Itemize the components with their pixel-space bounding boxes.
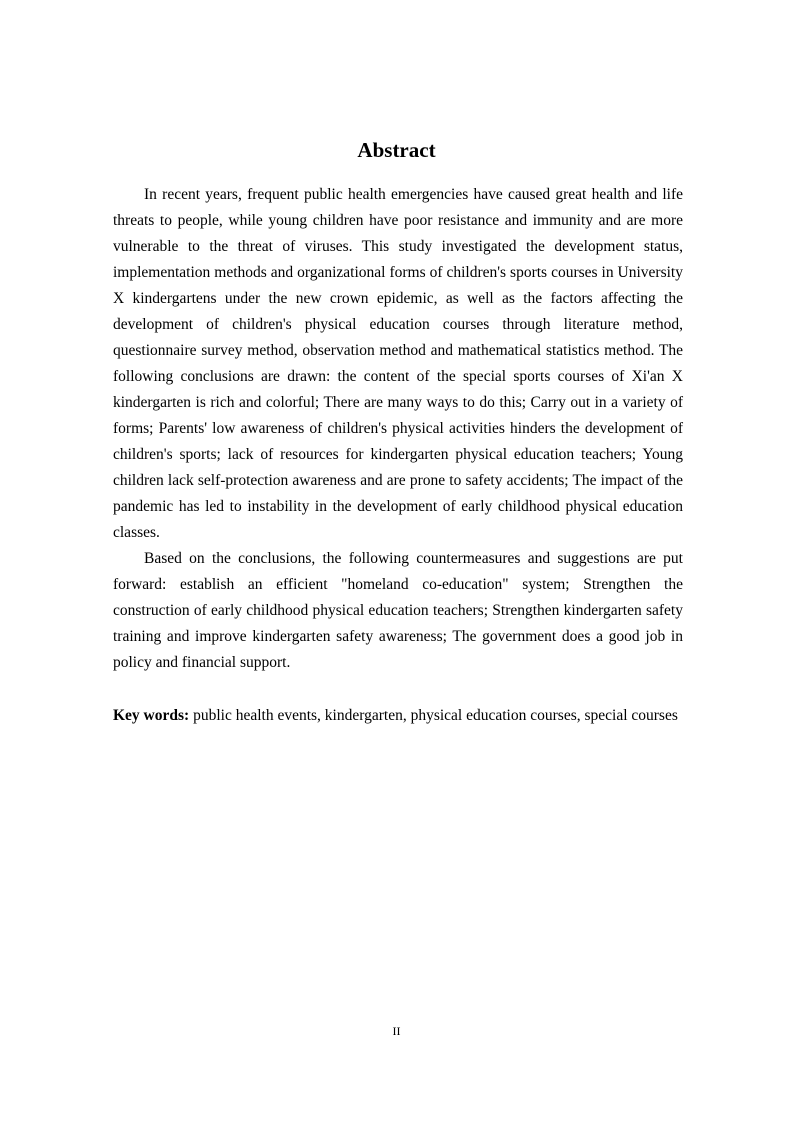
abstract-paragraph-2: Based on the conclusions, the following countermeasures and suggestions are put forward: establish an efficient "homeland co-education" system; Strengthen the construction of early childhood physical education teachers; Strengthen kindergarten safety training and improve kindergarten safety awareness; The government does a good job in policy and financial support. [113,550,683,671]
keywords-label: Key words: [113,707,190,724]
keywords-line [113,703,683,729]
keywords-text: public health events, kindergarten, physical education courses, special courses [193,707,678,724]
page-number: II [392,1024,401,1038]
abstract-title: Abstract [357,138,436,162]
abstract-paragraph-1: In recent years, frequent public health emergencies have caused great health and life threats to people, while young children have poor resistance and immunity and are more vulnerable to the threat of viruses. This study investigated the development status, implementation methods and organizational forms of children's sports courses in University X kindergartens under the new crown epidemic, as well as the factors affecting the development of children's physical education courses through literature method, questionnaire survey method, observation method and mathematical statistics method. The following conclusions are drawn: the content of the special sports courses of Xi'an X kindergarten is rich and colorful; There are many ways to do this; Carry out in a variety of forms; Parents' low awareness of children's physical activities hinders the development of children's sports; lack of resources for kindergarten physical education teachers; Young children lack self-protection awareness and are prone to safety accidents; The impact of the pandemic has led to instability in the development of early childhood physical education classes. [113,186,683,541]
abstract-body [113,182,683,676]
